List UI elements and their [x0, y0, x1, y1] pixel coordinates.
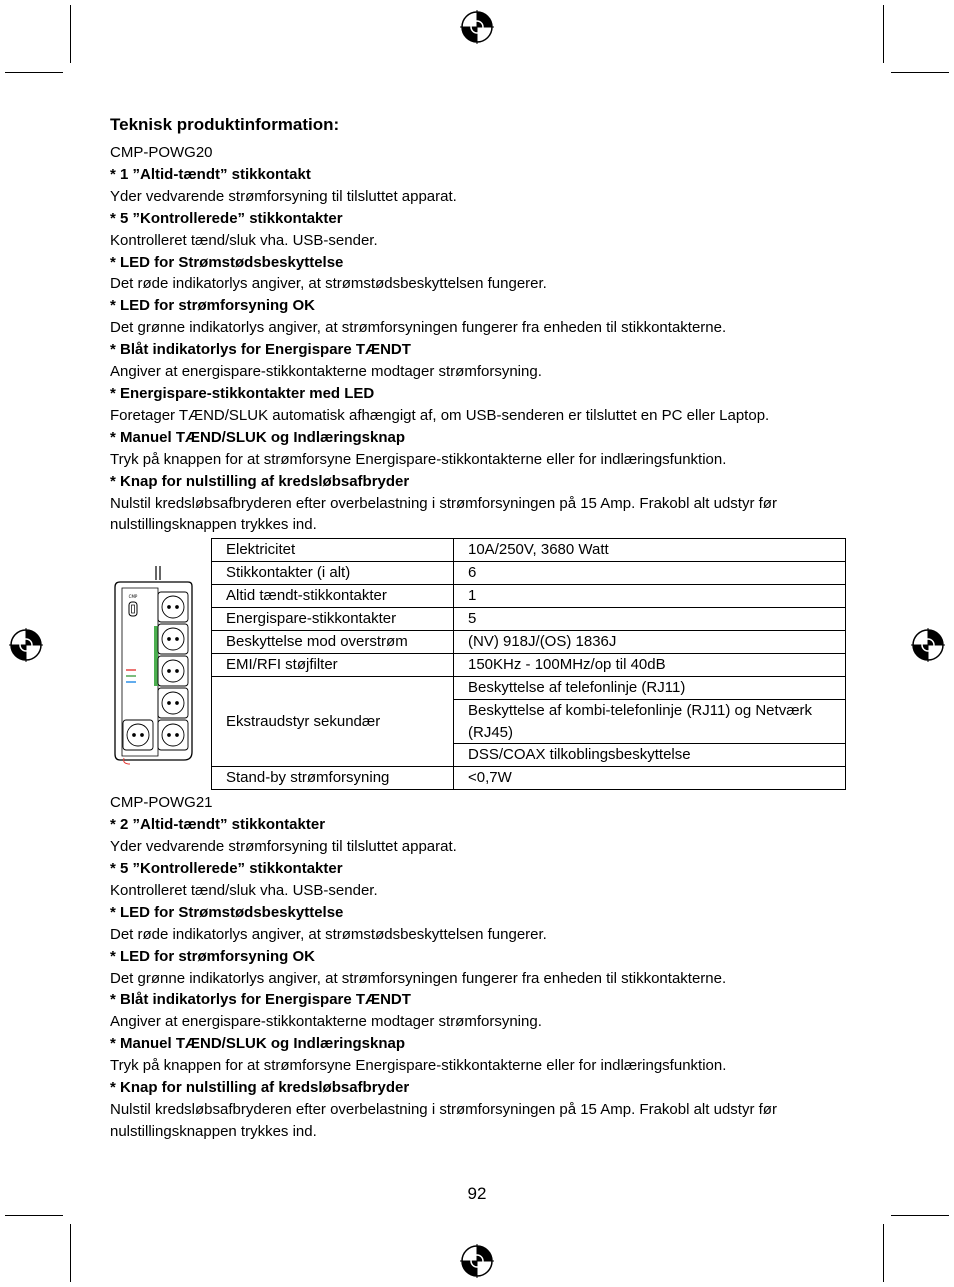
table-cell: Beskyttelse af kombi-telefonlinje (RJ11) og Netværk (RJ45): [454, 699, 846, 744]
feature-text: Yder vedvarende strømforsyning til tilsluttet apparat.: [110, 838, 457, 856]
table-cell: <0,7W: [454, 767, 846, 790]
feature-text: Nulstil kredsløbsafbryderen efter overbelastning i strømforsyningen på 15 Amp. Frakobl alt udstyr før nulstillingsknappen trykkes ind.: [110, 494, 777, 534]
feature-text: Det grønne indikatorlys angiver, at strømforsyningen fungerer fra enheden til stikkontakterne.: [110, 319, 727, 337]
feature-title: * 5 ”Kontrollerede” stikkontakter: [110, 209, 343, 227]
table-row: [212, 539, 846, 562]
feature-title: * LED for Strømstødsbeskyttelse: [110, 253, 344, 271]
table-row: [212, 608, 846, 631]
table-cell: DSS/COAX tilkoblingsbeskyttelse: [454, 744, 846, 767]
table-row: [212, 562, 846, 585]
feature-text: Foretager TÆND/SLUK automatisk afhængigt af, om USB-senderen er tilsluttet en PC eller Laptop.: [110, 406, 770, 424]
table-cell: 6: [454, 562, 846, 585]
svg-text:CMP: CMP: [128, 594, 138, 600]
crop-mark: [883, 5, 884, 63]
feature-title: * LED for Strømstødsbeskyttelse: [110, 903, 344, 921]
table-row: [212, 585, 846, 608]
table-cell: Stikkontakter (i alt): [212, 562, 454, 585]
feature-title: * 5 ”Kontrollerede” stikkontakter: [110, 860, 343, 878]
table-cell: 5: [454, 608, 846, 631]
feature-text: Det røde indikatorlys angiver, at strømstødsbeskyttelsen fungerer.: [110, 275, 547, 293]
table-row: [212, 653, 846, 676]
feature-text: Tryk på knappen for at strømforsyne Energispare-stikkontakterne eller for indlæringsfunktion.: [110, 450, 727, 468]
feature-title: * Manuel TÆND/SLUK og Indlæringsknap: [110, 428, 406, 446]
crop-mark: [883, 1224, 884, 1282]
table-row: [212, 676, 846, 699]
table-cell: Beskyttelse af telefonlinje (RJ11): [454, 676, 846, 699]
table-cell: Energispare-stikkontakter: [212, 608, 454, 631]
crop-mark: [5, 72, 63, 73]
model-name: CMP-POWG20: [110, 144, 213, 161]
feature-title: * Blåt indikatorlys for Energispare TÆNDT: [110, 991, 411, 1009]
feature-text: Yder vedvarende strømforsyning til tilsluttet apparat.: [110, 187, 457, 205]
crop-mark: [891, 72, 949, 73]
table-cell: Elektricitet: [212, 539, 454, 562]
feature-text: Det grønne indikatorlys angiver, at strømforsyningen fungerer fra enheden til stikkontakterne.: [110, 969, 727, 987]
feature-title: * Energispare-stikkontakter med LED: [110, 384, 375, 402]
feature-text: Det røde indikatorlys angiver, at strømstødsbeskyttelsen fungerer.: [110, 925, 547, 943]
feature-title: * 1 ”Altid-tændt” stikkontakt: [110, 165, 311, 183]
feature-text: Kontrolleret tænd/sluk vha. USB-sender.: [110, 231, 378, 249]
table-cell: Altid tændt-stikkontakter: [212, 585, 454, 608]
power-strip-illustration-icon: [112, 566, 196, 766]
table-cell: (NV) 918J/(OS) 1836J: [454, 630, 846, 653]
spec-table: [211, 538, 846, 790]
table-cell: 150KHz - 100MHz/op til 40dB: [454, 653, 846, 676]
table-row: [212, 630, 846, 653]
registration-mark-icon: [460, 1244, 494, 1278]
feature-text: Angiver at energispare-stikkontakterne modtager strømforsyning.: [110, 1013, 542, 1031]
registration-mark-icon: [9, 628, 43, 662]
feature-title: * Knap for nulstilling af kredsløbsafbryder: [110, 1079, 410, 1097]
feature-text: Angiver at energispare-stikkontakterne modtager strømforsyning.: [110, 363, 542, 381]
model-name: CMP-POWG21: [110, 794, 213, 812]
table-cell: Beskyttelse mod overstrøm: [212, 630, 454, 653]
feature-text: Nulstil kredsløbsafbryderen efter overbelastning i strømforsyningen på 15 Amp. Frakobl alt udstyr før nulstillingsknappen trykkes ind.: [110, 1101, 777, 1140]
table-cell: 1: [454, 585, 846, 608]
feature-title: * Manuel TÆND/SLUK og Indlæringsknap: [110, 1035, 406, 1053]
table-cell: Stand-by strømforsyning: [212, 767, 454, 790]
feature-text: Kontrolleret tænd/sluk vha. USB-sender.: [110, 881, 378, 899]
table-cell: 10A/250V, 3680 Watt: [454, 539, 846, 562]
crop-mark: [70, 5, 71, 63]
crop-mark: [70, 1224, 71, 1282]
registration-mark-icon: [911, 628, 945, 662]
page-number: 92: [467, 1184, 487, 1203]
feature-title: * Knap for nulstilling af kredsløbsafbryder: [110, 472, 410, 490]
feature-text: Tryk på knappen for at strømforsyne Energispare-stikkontakterne eller for indlæringsfunktion.: [110, 1057, 727, 1075]
crop-mark: [891, 1215, 949, 1216]
spec-area: [110, 538, 846, 792]
feature-title: * Blåt indikatorlys for Energispare TÆNDT: [110, 341, 411, 359]
feature-title: * LED for strømforsyning OK: [110, 947, 316, 965]
feature-title: * 2 ”Altid-tændt” stikkontakter: [110, 816, 326, 834]
page-title: Teknisk produktinformation:: [110, 115, 340, 134]
document-body: [110, 114, 846, 1143]
table-cell: Ekstraudstyr sekundær: [212, 676, 454, 767]
table-row: [212, 767, 846, 790]
crop-mark: [5, 1215, 63, 1216]
registration-mark-icon: [460, 10, 494, 44]
feature-title: * LED for strømforsyning OK: [110, 297, 316, 315]
table-cell: EMI/RFI støjfilter: [212, 653, 454, 676]
